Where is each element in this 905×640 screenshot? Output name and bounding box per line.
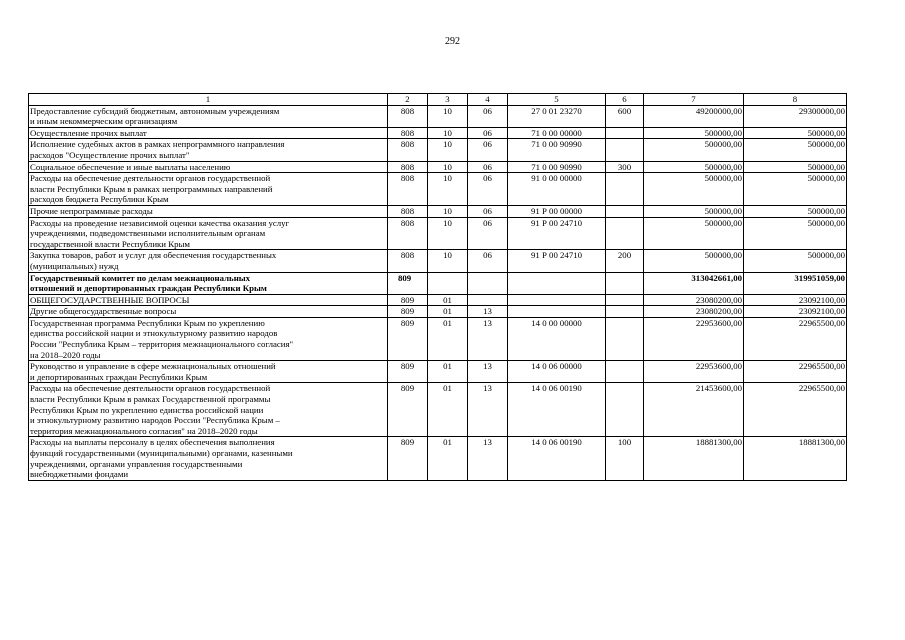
ved-code-cell: 808 bbox=[388, 217, 428, 250]
amount-2019-cell: 313042661,00 bbox=[644, 272, 744, 294]
section-code-cell: 10 bbox=[428, 161, 468, 173]
table-row bbox=[29, 272, 847, 294]
amount-2019-cell: 500000,00 bbox=[644, 205, 744, 217]
target-article-cell: 27 0 01 23270 bbox=[508, 105, 606, 127]
row-name-cell: Расходы на обеспечение деятельности органов государственной власти Республики Крым в рамках непрограммных направлений расходов бюджета Республики Крым bbox=[29, 173, 388, 206]
header-cell: 5 bbox=[508, 94, 606, 106]
ved-code-cell: 808 bbox=[388, 205, 428, 217]
ved-code-cell: 809 bbox=[388, 294, 428, 306]
section-code-cell: 10 bbox=[428, 105, 468, 127]
section-code-cell: 01 bbox=[428, 317, 468, 360]
amount-2019-cell: 500000,00 bbox=[644, 173, 744, 206]
row-name-cell: ОБЩЕГОСУДАРСТВЕННЫЕ ВОПРОСЫ bbox=[29, 294, 388, 306]
section-code-cell: 01 bbox=[428, 361, 468, 383]
ved-code-cell: 809 bbox=[388, 383, 428, 437]
ved-code-cell: 808 bbox=[388, 173, 428, 206]
expense-type-cell bbox=[606, 173, 644, 206]
subsection-code-cell: 13 bbox=[468, 383, 508, 437]
ved-code-cell: 808 bbox=[388, 161, 428, 173]
expense-type-cell bbox=[606, 383, 644, 437]
row-name-cell: Другие общегосударственные вопросы bbox=[29, 306, 388, 318]
amount-2020-cell: 18881300,00 bbox=[744, 437, 847, 480]
expense-type-cell bbox=[606, 361, 644, 383]
section-code-cell: 10 bbox=[428, 217, 468, 250]
target-article-cell: 91 Р 00 24710 bbox=[508, 217, 606, 250]
row-name-cell: Прочие непрограммные расходы bbox=[29, 205, 388, 217]
row-name-cell: Расходы на обеспечение деятельности органов государственной власти Республики Крым в рамках Государственной программы Республики Крым по укреплению единства российской нации и этнокультурному развитию народов России "Республика Крым – территория межнационального согласия" на 2018–2020 годы bbox=[29, 383, 388, 437]
amount-2019-cell: 500000,00 bbox=[644, 250, 744, 272]
table-row bbox=[29, 306, 847, 318]
amount-2019-cell: 49200000,00 bbox=[644, 105, 744, 127]
target-article-cell: 91 Р 00 24710 bbox=[508, 250, 606, 272]
amount-2020-cell: 22965500,00 bbox=[744, 361, 847, 383]
subsection-code-cell: 06 bbox=[468, 250, 508, 272]
table-row bbox=[29, 139, 847, 161]
subsection-code-cell: 06 bbox=[468, 127, 508, 139]
table-row bbox=[29, 161, 847, 173]
subsection-code-cell: 13 bbox=[468, 317, 508, 360]
target-article-cell bbox=[508, 306, 606, 318]
amount-2020-cell: 23092100,00 bbox=[744, 306, 847, 318]
amount-2019-cell: 23080200,00 bbox=[644, 306, 744, 318]
subsection-code-cell bbox=[468, 294, 508, 306]
amount-2019-cell: 18881300,00 bbox=[644, 437, 744, 480]
expense-type-cell bbox=[606, 127, 644, 139]
section-code-cell: 10 bbox=[428, 127, 468, 139]
expense-type-cell bbox=[606, 317, 644, 360]
row-name-cell: Осуществление прочих выплат bbox=[29, 127, 388, 139]
table-header-row bbox=[29, 94, 847, 106]
amount-2019-cell: 500000,00 bbox=[644, 139, 744, 161]
subsection-code-cell: 06 bbox=[468, 217, 508, 250]
expense-type-cell: 300 bbox=[606, 161, 644, 173]
header-cell: 8 bbox=[744, 94, 847, 106]
amount-2020-cell: 29300000,00 bbox=[744, 105, 847, 127]
table-row bbox=[29, 173, 847, 206]
section-code-cell: 10 bbox=[428, 250, 468, 272]
ved-code-cell: 808 bbox=[388, 139, 428, 161]
table-row bbox=[29, 205, 847, 217]
amount-2020-cell: 500000,00 bbox=[744, 161, 847, 173]
target-article-cell: 71 0 00 90990 bbox=[508, 139, 606, 161]
target-article-cell bbox=[508, 272, 606, 294]
table-row bbox=[29, 105, 847, 127]
header-cell: 3 bbox=[428, 94, 468, 106]
section-code-cell: 10 bbox=[428, 173, 468, 206]
table-row bbox=[29, 437, 847, 480]
row-name-cell: Государственный комитет по делам межнациональных отношений и депортированных граждан Республики Крым bbox=[29, 272, 388, 294]
expense-type-cell bbox=[606, 139, 644, 161]
target-article-cell: 71 0 00 90990 bbox=[508, 161, 606, 173]
subsection-code-cell: 06 bbox=[468, 105, 508, 127]
ved-code-cell: 809 bbox=[388, 317, 428, 360]
subsection-code-cell: 13 bbox=[468, 361, 508, 383]
amount-2019-cell: 23080200,00 bbox=[644, 294, 744, 306]
subsection-code-cell: 13 bbox=[468, 306, 508, 318]
row-name-cell: Исполнение судебных актов в рамках непрограммного направления расходов "Осуществление прочих выплат" bbox=[29, 139, 388, 161]
amount-2020-cell: 500000,00 bbox=[744, 205, 847, 217]
expense-type-cell: 200 bbox=[606, 250, 644, 272]
ved-code-cell: 809 bbox=[388, 306, 428, 318]
expense-type-cell bbox=[606, 294, 644, 306]
target-article-cell: 14 0 06 00000 bbox=[508, 361, 606, 383]
target-article-cell: 14 0 06 00190 bbox=[508, 383, 606, 437]
subsection-code-cell: 06 bbox=[468, 205, 508, 217]
row-name-cell: Расходы на выплаты персоналу в целях обеспечения выполнения функций государственными (муниципальными) органами, казенными учреждениями, органами управления государственными внебюджетными фондами bbox=[29, 437, 388, 480]
amount-2020-cell: 500000,00 bbox=[744, 250, 847, 272]
expense-type-cell: 100 bbox=[606, 437, 644, 480]
target-article-cell bbox=[508, 294, 606, 306]
target-article-cell: 14 0 00 00000 bbox=[508, 317, 606, 360]
amount-2019-cell: 500000,00 bbox=[644, 217, 744, 250]
table-row bbox=[29, 317, 847, 360]
row-name-cell: Расходы на проведение независимой оценки качества оказания услуг учреждениями, подведомственными исполнительным органам государственной власти Республики Крым bbox=[29, 217, 388, 250]
expense-type-cell bbox=[606, 205, 644, 217]
target-article-cell: 91 Р 00 00000 bbox=[508, 205, 606, 217]
budget-table bbox=[28, 93, 847, 481]
row-name-cell: Закупка товаров, работ и услуг для обеспечения государственных (муниципальных) нужд bbox=[29, 250, 388, 272]
header-cell: 4 bbox=[468, 94, 508, 106]
expense-type-cell bbox=[606, 217, 644, 250]
header-cell: 6 bbox=[606, 94, 644, 106]
header-cell: 7 bbox=[644, 94, 744, 106]
amount-2019-cell: 500000,00 bbox=[644, 161, 744, 173]
header-cell: 2 bbox=[388, 94, 428, 106]
table-row bbox=[29, 127, 847, 139]
subsection-code-cell bbox=[468, 272, 508, 294]
expense-type-cell bbox=[606, 272, 644, 294]
target-article-cell: 14 0 06 00190 bbox=[508, 437, 606, 480]
page-number: 292 bbox=[445, 36, 460, 47]
section-code-cell: 10 bbox=[428, 205, 468, 217]
section-code-cell: 10 bbox=[428, 139, 468, 161]
subsection-code-cell: 06 bbox=[468, 139, 508, 161]
amount-2020-cell: 319951059,00 bbox=[744, 272, 847, 294]
expense-type-cell bbox=[606, 306, 644, 318]
amount-2020-cell: 500000,00 bbox=[744, 173, 847, 206]
table-row bbox=[29, 383, 847, 437]
target-article-cell: 71 0 00 00000 bbox=[508, 127, 606, 139]
table-row bbox=[29, 294, 847, 306]
amount-2019-cell: 22953600,00 bbox=[644, 317, 744, 360]
amount-2019-cell: 21453600,00 bbox=[644, 383, 744, 437]
amount-2019-cell: 500000,00 bbox=[644, 127, 744, 139]
row-name-cell: Руководство и управление в сфере межнациональных отношений и депортированных граждан Республики Крым bbox=[29, 361, 388, 383]
ved-code-cell: 808 bbox=[388, 127, 428, 139]
amount-2020-cell: 500000,00 bbox=[744, 217, 847, 250]
amount-2019-cell: 22953600,00 bbox=[644, 361, 744, 383]
subsection-code-cell: 13 bbox=[468, 437, 508, 480]
row-name-cell: Государственная программа Республики Крым по укреплению единства российской нации и этнокультурному развитию народов России "Республика Крым – территория межнационального согласия" на 2018–2020 годы bbox=[29, 317, 388, 360]
section-code-cell: 01 bbox=[428, 306, 468, 318]
ved-code-cell: 808 bbox=[388, 105, 428, 127]
ved-code-cell: 809 bbox=[388, 272, 428, 294]
row-name-cell: Социальное обеспечение и иные выплаты населению bbox=[29, 161, 388, 173]
expense-type-cell: 600 bbox=[606, 105, 644, 127]
section-code-cell bbox=[428, 272, 468, 294]
section-code-cell: 01 bbox=[428, 437, 468, 480]
section-code-cell: 01 bbox=[428, 294, 468, 306]
subsection-code-cell: 06 bbox=[468, 173, 508, 206]
ved-code-cell: 809 bbox=[388, 361, 428, 383]
table-row bbox=[29, 250, 847, 272]
amount-2020-cell: 500000,00 bbox=[744, 139, 847, 161]
amount-2020-cell: 22965500,00 bbox=[744, 317, 847, 360]
row-name-cell: Предоставление субсидий бюджетным, автономным учреждениям и иным некоммерческим организациям bbox=[29, 105, 388, 127]
table-row bbox=[29, 217, 847, 250]
ved-code-cell: 809 bbox=[388, 437, 428, 480]
amount-2020-cell: 23092100,00 bbox=[744, 294, 847, 306]
target-article-cell: 91 0 00 00000 bbox=[508, 173, 606, 206]
header-cell: 1 bbox=[29, 94, 388, 106]
table-row bbox=[29, 361, 847, 383]
subsection-code-cell: 06 bbox=[468, 161, 508, 173]
amount-2020-cell: 22965500,00 bbox=[744, 383, 847, 437]
ved-code-cell: 808 bbox=[388, 250, 428, 272]
section-code-cell: 01 bbox=[428, 383, 468, 437]
amount-2020-cell: 500000,00 bbox=[744, 127, 847, 139]
